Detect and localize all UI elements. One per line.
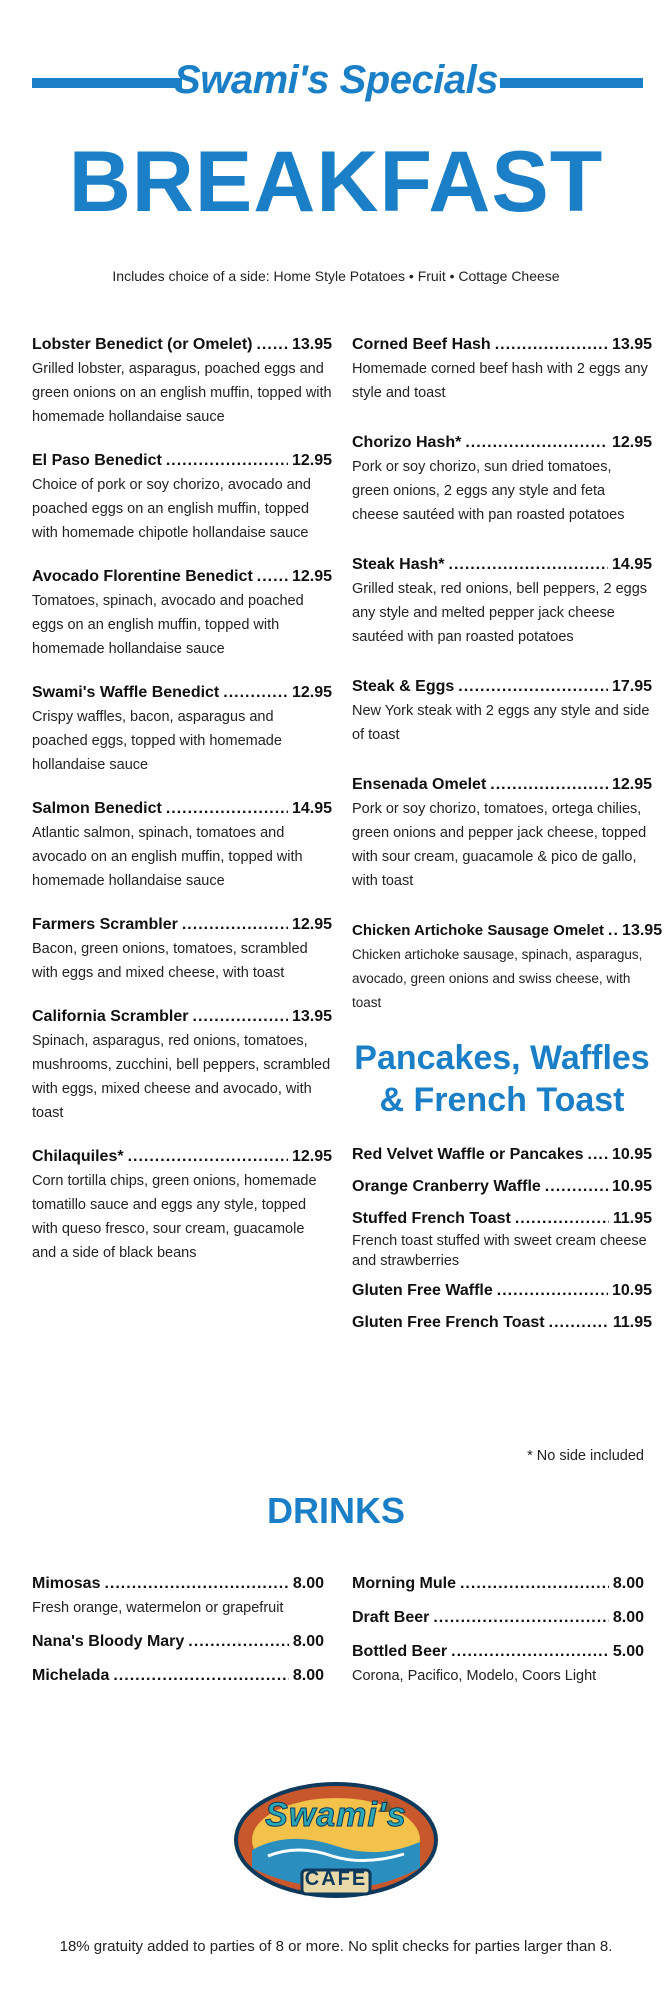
item-description: Homemade corned beef hash with 2 eggs any style and toast (352, 361, 648, 401)
item-name: Michelada (32, 1667, 110, 1684)
menu-item (352, 1606, 644, 1630)
item-name: Steak Hash* (352, 556, 445, 573)
item-price: 12.95 (291, 916, 332, 933)
menu-item (32, 1572, 324, 1620)
item-description: Tomatoes, spinach, avocado and poached eggs on an english muffin, topped with homemade hollandaise sauce (32, 593, 304, 657)
menu-item (32, 565, 332, 661)
menu-item (352, 1279, 652, 1303)
item-name: Farmers Scrambler (32, 916, 178, 933)
item-price: 13.95 (291, 1008, 332, 1025)
item-name: Red Velvet Waffle or Pancakes (352, 1146, 584, 1163)
item-name: Nana's Bloody Mary (32, 1633, 185, 1650)
item-description: Pork or soy chorizo, tomatoes, ortega chilies, green onions and pepper jack cheese, topped with sour cream, guacamole & pico de gallo, with toast (352, 801, 647, 889)
item-name: Salmon Benedict (32, 800, 162, 817)
breakfast-right-column (352, 333, 663, 1343)
item-name: Orange Cranberry Waffle (352, 1178, 541, 1195)
item-price: 10.95 (611, 1282, 652, 1299)
item-price: 8.00 (292, 1575, 324, 1592)
item-description: Fresh orange, watermelon or grapefruit (32, 1600, 284, 1616)
item-price: 13.95 (611, 336, 652, 353)
item-name: Stuffed French Toast (352, 1210, 511, 1227)
item-name: California Scrambler (32, 1008, 189, 1025)
item-description: Corona, Pacifico, Modelo, Coors Light (352, 1668, 597, 1684)
no-side-note: * No side included (527, 1448, 644, 1464)
menu-item (352, 333, 652, 405)
item-description: Corn tortilla chips, green onions, homemade tomatillo sauce and eggs any style, topped with queso fresco, sour cream, guacamole and a side of black beans (32, 1173, 317, 1261)
drinks-right-column (352, 1572, 644, 1698)
menu-item (32, 1664, 324, 1688)
gratuity-footer: 18% gratuity added to parties of 8 or more. No split checks for parties larger than 8. (59, 1938, 613, 1955)
menu-item (352, 919, 663, 1015)
menu-item (352, 1572, 644, 1596)
item-description: Crispy waffles, bacon, asparagus and poached eggs, topped with homemade hollandaise sauce (32, 709, 282, 773)
item-price: 13.95 (291, 336, 332, 353)
item-description: French toast stuffed with sweet cream cheese and strawberries (352, 1233, 647, 1269)
item-price: 12.95 (611, 434, 652, 451)
drinks-heading: DRINKS (266, 1490, 405, 1531)
menu-item (32, 1005, 332, 1125)
item-price: 8.00 (292, 1667, 324, 1684)
menu-item (352, 675, 652, 747)
item-price: 10.95 (611, 1178, 652, 1195)
item-name: Morning Mule (352, 1575, 456, 1592)
item-price: 12.95 (611, 776, 652, 793)
menu-item (352, 431, 652, 527)
header-banner (0, 58, 672, 118)
item-description: Grilled steak, red onions, bell peppers, 2 eggs any style and melted pepper jack cheese sautéed with pan roasted potatoes (352, 581, 648, 645)
item-description: Spinach, asparagus, red onions, tomatoes, mushrooms, zucchini, bell peppers, scrambled with eggs, mixed cheese and avocado, with toast (32, 1033, 331, 1121)
menu-item (352, 1143, 652, 1167)
item-name: El Paso Benedict (32, 452, 162, 469)
item-description: Pork or soy chorizo, sun dried tomatoes, green onions, 2 eggs any style and feta cheese sautéed with pan roasted potatoes (352, 459, 625, 523)
menu-item (352, 1207, 652, 1271)
item-name: Chilaquiles* (32, 1148, 124, 1165)
item-price: 5.00 (612, 1643, 644, 1660)
item-price: 17.95 (611, 678, 652, 695)
menu-item (352, 1311, 652, 1335)
item-description: Grilled lobster, asparagus, poached eggs and green onions on an english muffin, topped with homemade hollandaise sauce (32, 361, 332, 425)
menu-item (32, 681, 332, 777)
item-description: Bacon, green onions, tomatoes, scrambled with eggs and mixed cheese, with toast (32, 941, 308, 981)
item-name: Gluten Free Waffle (352, 1282, 493, 1299)
item-description: Atlantic salmon, spinach, tomatoes and avocado on an english muffin, topped with homemade hollandaise sauce (32, 825, 303, 889)
logo-cafe: CAFE (304, 1868, 368, 1890)
menu-item (32, 449, 332, 545)
pancakes-heading: Pancakes, Waffles & French Toast (354, 1039, 650, 1119)
specials-heading: Swami's Specials (174, 58, 498, 102)
drinks-left-column (32, 1572, 324, 1698)
item-name: Steak & Eggs (352, 678, 455, 695)
item-name: Ensenada Omelet (352, 776, 487, 793)
menu-item (352, 1640, 644, 1688)
menu-item (352, 1175, 652, 1199)
menu-item (32, 333, 332, 429)
item-price: 11.95 (612, 1210, 652, 1227)
item-description: New York steak with 2 eggs any style and side of toast (352, 703, 650, 743)
side-note: Includes choice of a side: Home Style Potatoes • Fruit • Cottage Cheese (112, 268, 560, 284)
logo-name: Swami's (265, 1796, 407, 1834)
item-price: 12.95 (291, 568, 332, 585)
item-name: Draft Beer (352, 1609, 430, 1626)
item-name: Mimosas (32, 1575, 101, 1592)
page-title: BREAKFAST (68, 134, 604, 230)
item-price: 14.95 (611, 556, 652, 573)
menu-item (32, 1630, 324, 1654)
item-price: 12.95 (291, 452, 332, 469)
breakfast-left-column (32, 333, 332, 1287)
item-name: Avocado Florentine Benedict (32, 568, 253, 585)
item-name: Corned Beef Hash (352, 336, 491, 353)
item-price: 14.95 (291, 800, 332, 817)
item-price: 8.00 (292, 1633, 324, 1650)
item-price: 13.95 (622, 922, 663, 939)
menu-item (32, 1145, 332, 1265)
item-name: Chorizo Hash* (352, 434, 462, 451)
item-price: 8.00 (612, 1609, 644, 1626)
menu-item (352, 553, 652, 649)
item-price: 12.95 (291, 684, 332, 701)
item-description: Chicken artichoke sausage, spinach, asparagus, avocado, green onions and swiss cheese, with toast (352, 947, 643, 1010)
menu-item (352, 773, 652, 893)
item-price: 10.95 (611, 1146, 652, 1163)
item-name: Chicken Artichoke Sausage Omelet (352, 922, 605, 939)
item-price: 8.00 (612, 1575, 644, 1592)
item-price: 11.95 (612, 1314, 652, 1331)
item-name: Swami's Waffle Benedict (32, 684, 220, 701)
item-name: Bottled Beer (352, 1643, 448, 1660)
menu-item (32, 797, 332, 893)
item-name: Lobster Benedict (or Omelet) (32, 336, 253, 353)
item-price: 12.95 (291, 1148, 332, 1165)
menu-item (32, 913, 332, 985)
item-name: Gluten Free French Toast (352, 1314, 545, 1331)
item-description: Choice of pork or soy chorizo, avocado and poached eggs on an english muffin, topped with homemade chipotle hollandaise sauce (32, 477, 311, 541)
